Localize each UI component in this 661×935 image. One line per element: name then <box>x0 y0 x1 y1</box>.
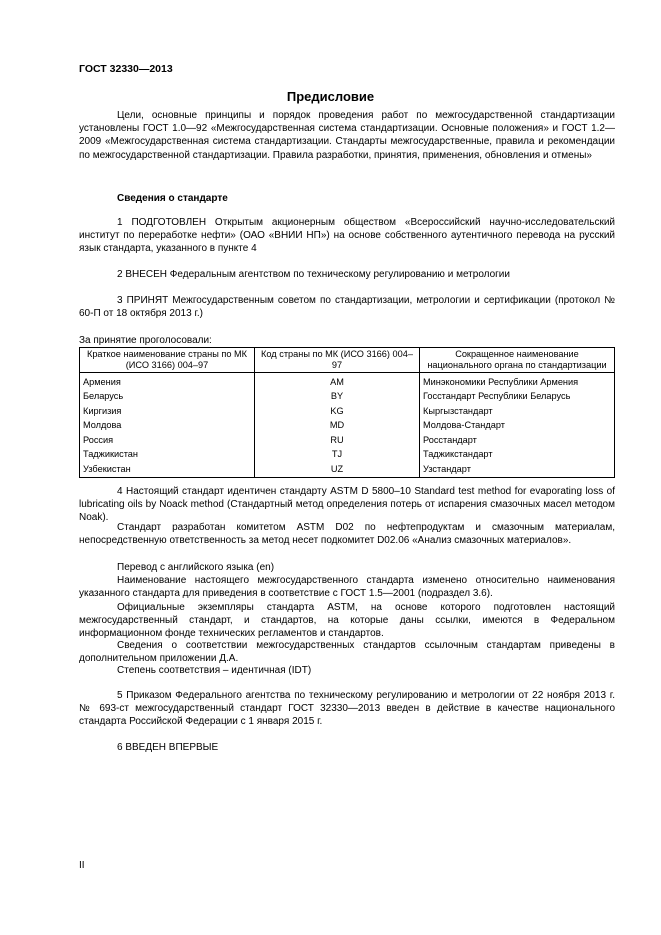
body-cell: Кыргызстандарт <box>420 404 615 419</box>
table-row <box>80 404 615 419</box>
col-header-country: Краткое наименование страны по МК (ИСО 3166) 004–97 <box>80 348 255 373</box>
country-cell: Киргизия <box>80 404 255 419</box>
intro-paragraph <box>79 109 615 162</box>
body-cell: Росстандарт <box>420 433 615 448</box>
table-row <box>80 448 615 463</box>
item-2-paragraph <box>79 268 615 281</box>
code-cell: AM <box>255 373 420 390</box>
code-cell: TJ <box>255 448 420 463</box>
intro-text: Цели, основные принципы и порядок проведения работ по межгосударственной стандартизации установлены ГОСТ 1.0—92 «Межгосударственная система стандартизации. Основные положения» и ГОСТ 1.2—2009 «Межгосударственная система стандартизации. Стандарты межгосударственные, правила и рекомендации по межгосударственной стандартизации. Правила разработки, принятия, применения, обновления и отмены» <box>79 110 615 161</box>
item-3-text: 3 ПРИНЯТ Межгосударственным советом по стандартизации, метрологии и сертификации (протокол № 60-П от 18 октября 2013 г.) <box>79 295 615 320</box>
body-cell: Таджикстандарт <box>420 448 615 463</box>
item-5-paragraph <box>79 689 615 729</box>
code-cell: UZ <box>255 462 420 477</box>
country-cell: Узбекистан <box>80 462 255 477</box>
table-row <box>80 373 615 390</box>
item-4-official-paragraph <box>79 601 615 641</box>
country-cell: Таджикистан <box>80 448 255 463</box>
item-4-name-paragraph <box>79 574 615 600</box>
item-4-official-text: Официальные экземпляры стандарта ASTM, на основе которого подготовлен настоящий межгосударственный стандарт, и стандартов, на которые даны ссылки, имеются в Федеральном информационном фонде технических регламентов и стандартов. <box>79 602 615 640</box>
table-row <box>80 390 615 405</box>
col-header-body: Сокращенное наименование национального органа по стандартизации <box>420 348 615 373</box>
item-1-paragraph <box>79 216 615 256</box>
item-4-name-text: Наименование настоящего межгосударственного стандарта изменено относительно наименования указанного стандарта для приведения в соответствие с ГОСТ 1.5—2001 (подраздел 3.6). <box>79 575 615 600</box>
item-1-text: 1 ПОДГОТОВЛЕН Открытым акционерным обществом «Всероссийский научно-исследовательский институт по переработке нефти» (ОАО «ВНИИ НП») на основе собственного аутентичного перевода на русский язык стандарта, указанного в пункте 4 <box>79 217 615 255</box>
page-number: II <box>79 860 85 871</box>
body-cell: Госстандарт Республики Беларусь <box>420 390 615 405</box>
country-cell: Армения <box>80 373 255 390</box>
code-cell: KG <box>255 404 420 419</box>
table-row <box>80 433 615 448</box>
table-row <box>80 462 615 477</box>
item-4-references-text: Сведения о соответствии межгосударственных стандартов ссылочным стандартам приведены в дополнительном приложении Д.А. <box>79 640 615 665</box>
item-4-committee-text: Стандарт разработан комитетом ASTM D02 по нефтепродуктам и смазочным материалам, непосредственную ответственность за метод несет подкомитет D02.06 «Анализ смазочных материалов». <box>79 522 615 547</box>
item-4-text: 4 Настоящий стандарт идентичен стандарту ASTM D 5800–10 Standard test method for evaporating loss of lubricating oils by Noack method (Стандартный метод определения потерь от испарения смазочных масел методом Noak). <box>79 486 615 524</box>
item-3-paragraph <box>79 294 615 320</box>
document-header: ГОСТ 32330—2013 <box>79 63 173 75</box>
voting-caption: За принятие проголосовали: <box>79 335 212 346</box>
item-4-committee-paragraph <box>79 521 615 547</box>
country-cell: Россия <box>80 433 255 448</box>
item-5-text: 5 Приказом Федерального агентства по техническому регулированию и метрологии от 22 ноября 2013 г. № 693-ст межгосударственный стандарт ГОСТ 32330—2013 введен в действие в качестве национального стандарта Российской Федерации с 1 января 2015 г. <box>79 690 615 728</box>
item-4-degree-text: Степень соответствия – идентичная (IDT) <box>117 665 312 676</box>
voting-table <box>79 347 615 478</box>
country-cell: Беларусь <box>80 390 255 405</box>
item-4-degree-paragraph <box>79 664 615 677</box>
table-row <box>80 419 615 434</box>
country-cell: Молдова <box>80 419 255 434</box>
item-6-text: 6 ВВЕДЕН ВПЕРВЫЕ <box>117 742 219 753</box>
body-cell: Минэкономики Республики Армения <box>420 373 615 390</box>
table-header-row <box>80 348 615 373</box>
body-cell: Узстандарт <box>420 462 615 477</box>
code-cell: RU <box>255 433 420 448</box>
item-4-references-paragraph <box>79 639 615 665</box>
item-2-text: 2 ВНЕСЕН Федеральным агентством по техническому регулированию и метрологии <box>117 269 510 280</box>
item-4-translation-paragraph <box>79 561 615 574</box>
page-title: Предисловие <box>286 89 375 104</box>
code-cell: MD <box>255 419 420 434</box>
section-subheading: Сведения о стандарте <box>117 193 228 204</box>
item-6-paragraph <box>79 741 615 754</box>
item-4-paragraph <box>79 485 615 525</box>
item-4-translation-text: Перевод с английского языка (en) <box>117 562 275 573</box>
col-header-code: Код страны по МК (ИСО 3166) 004–97 <box>255 348 420 373</box>
body-cell: Молдова-Стандарт <box>420 419 615 434</box>
code-cell: BY <box>255 390 420 405</box>
